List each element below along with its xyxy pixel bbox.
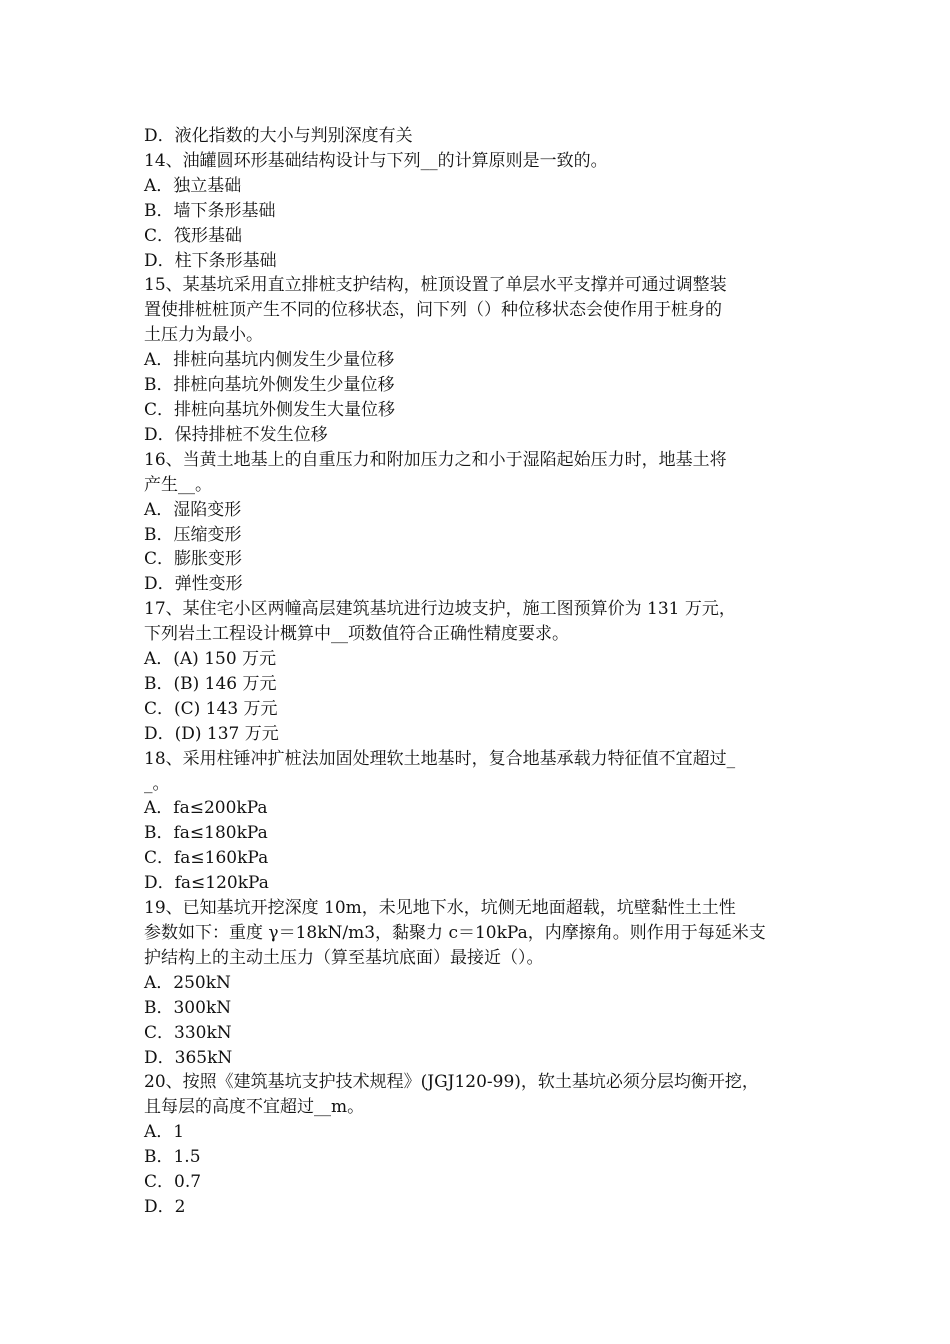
question-15-option-b: B．排桩向基坑外侧发生少量位移 bbox=[144, 375, 395, 396]
question-18-option-c: C．fa≤160kPa bbox=[144, 848, 269, 869]
question-15-stem-line-1: 15、某基坑采用直立排桩支护结构，桩顶设置了单层水平支撑并可通过调整装 bbox=[144, 275, 727, 296]
question-19-option-a: A．250kN bbox=[144, 972, 231, 993]
question-20-option-c: C．0.7 bbox=[144, 1172, 202, 1193]
question-17-stem-line-1: 17、某住宅小区两幢高层建筑基坑进行边坡支护，施工图预算价为 131 万元， bbox=[144, 599, 736, 620]
text-line: D．液化指数的大小与判别深度有关 bbox=[144, 126, 413, 146]
question-15-option-d: D．保持排桩不发生位移 bbox=[144, 424, 328, 445]
document-page bbox=[144, 124, 816, 1220]
question-14-stem: 14、油罐圆环形基础结构设计与下列__的计算原则是一致的。 bbox=[144, 150, 608, 171]
question-17-stem-line-2: 下列岩土工程设计概算中__项数值符合正确性精度要求。 bbox=[144, 624, 569, 645]
question-19-stem-line-1: 19、已知基坑开挖深度 10m，未见地下水，坑侧无地面超载，坑壁黏性土土性 bbox=[144, 898, 736, 919]
question-16-option-c: C．膨胀变形 bbox=[144, 549, 243, 570]
question-17-option-b: B．(B) 146 万元 bbox=[144, 673, 277, 694]
question-17-option-a: A．(A) 150 万元 bbox=[144, 649, 277, 670]
question-14-option-c: C．筏形基础 bbox=[144, 225, 243, 246]
question-19-option-b: B．300kN bbox=[144, 997, 232, 1018]
question-18-stem-line-2: _。 bbox=[144, 773, 170, 794]
question-18-option-d: D．fa≤120kPa bbox=[144, 873, 269, 894]
question-20-option-d: D．2 bbox=[144, 1196, 186, 1217]
question-16-option-a: A．湿陷变形 bbox=[144, 499, 242, 520]
question-16-option-d: D．弹性变形 bbox=[144, 574, 243, 595]
question-19-stem-line-2: 参数如下：重度 γ＝18kN/m3，黏聚力 c＝10kPa，内摩擦角。则作用于每延米支 bbox=[144, 923, 766, 943]
question-19-option-d: D．365kN bbox=[144, 1047, 233, 1068]
question-14-option-b: B．墙下条形基础 bbox=[144, 200, 276, 221]
question-18-option-b: B．fa≤180kPa bbox=[144, 823, 268, 844]
question-15-option-c: C．排桩向基坑外侧发生大量位移 bbox=[144, 399, 396, 420]
question-15-option-a: A．排桩向基坑内侧发生少量位移 bbox=[144, 350, 395, 371]
question-14-option-a: A．独立基础 bbox=[144, 175, 242, 196]
question-19-stem-line-3: 护结构上的主动土压力（算至基坑底面）最接近（）。 bbox=[144, 947, 544, 968]
question-14-option-d: D．柱下条形基础 bbox=[144, 250, 277, 271]
question-18-option-a: A．fa≤200kPa bbox=[144, 798, 268, 819]
question-20-option-a: A．1 bbox=[144, 1122, 185, 1143]
question-17-option-c: C．(C) 143 万元 bbox=[144, 698, 278, 719]
question-20-stem-line-1: 20、按照《建筑基坑支护技术规程》(JGJ120-99)，软土基坑必须分层均衡开挖， bbox=[144, 1072, 759, 1093]
question-17-option-d: D．(D) 137 万元 bbox=[144, 723, 279, 744]
question-15-stem-line-3: 土压力为最小。 bbox=[144, 325, 263, 346]
question-16-stem-line-1: 16、当黄土地基上的自重压力和附加压力之和小于湿陷起始压力时，地基土将 bbox=[144, 449, 727, 470]
question-20-stem-line-2: 且每层的高度不宜超过__m。 bbox=[144, 1097, 365, 1118]
question-19-option-c: C．330kN bbox=[144, 1022, 232, 1043]
question-20-option-b: B．1.5 bbox=[144, 1147, 201, 1168]
question-16-stem-line-2: 产生__。 bbox=[144, 474, 212, 495]
question-18-stem-line-1: 18、采用柱锤冲扩桩法加固处理软土地基时，复合地基承载力特征值不宜超过_ bbox=[144, 748, 736, 769]
question-16-option-b: B．压缩变形 bbox=[144, 524, 242, 545]
question-15-stem-line-2: 置使排桩桩顶产生不同的位移状态，问下列（）种位移状态会使作用于桩身的 bbox=[144, 300, 722, 321]
